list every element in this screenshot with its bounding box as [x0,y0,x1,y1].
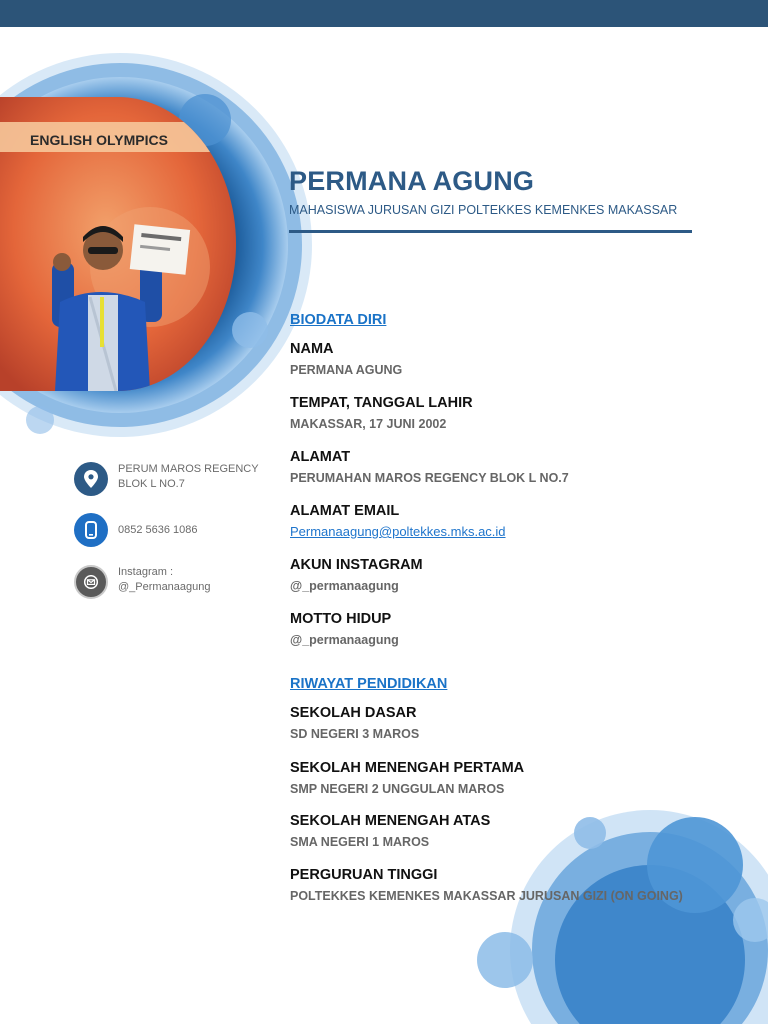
profile-subtitle: MAHASISWA JURUSAN GIZI POLTEKKES KEMENKES MAKASSAR [289,203,678,217]
field-value-sd: SD NEGERI 3 MAROS [290,727,420,741]
field-value-nama: PERMANA AGUNG [290,363,403,377]
contact-instagram-text: Instagram : @_Permanaagung [118,566,211,593]
banner-text: ENGLISH OLYMPICS [30,132,168,148]
decorative-circles-bottom [460,800,768,1024]
contact-phone-text: 0852 5636 1086 [118,524,198,536]
field-label-sma: SEKOLAH MENENGAH ATAS [290,813,491,829]
field-label-pt: PERGURUAN TINGGI [290,867,438,883]
field-value-pt: POLTEKKES KEMENKES MAKASSAR JURUSAN GIZI (ON GOING) [290,889,683,903]
email-link[interactable]: Permanaagung@poltekkes.mks.ac.id [290,524,506,539]
field-label-email: ALAMAT EMAIL [290,503,400,519]
education-heading: RIWAYAT PENDIDIKAN [290,676,448,692]
field-label-ttl: TEMPAT, TANGGAL LAHIR [290,395,473,411]
email-icon [74,565,108,599]
field-value-smp: SMP NEGERI 2 UNGGULAN MAROS [290,782,505,796]
contact-address-text: PERUM MAROS REGENCY BLOK L NO.7 [118,463,259,490]
profile-photo [0,97,236,391]
field-value-motto: @_permanaagung [290,633,399,647]
phone-icon [74,513,108,547]
field-label-smp: SEKOLAH MENENGAH PERTAMA [290,760,525,776]
field-value-ttl: MAKASSAR, 17 JUNI 2002 [290,417,447,431]
field-label-nama: NAMA [290,341,334,357]
field-label-motto: MOTTO HIDUP [290,611,392,627]
location-pin-icon [74,462,108,496]
profile-name: PERMANA AGUNG [289,166,535,196]
field-label-sd: SEKOLAH DASAR [290,705,417,721]
field-value-instagram: @_permanaagung [290,579,399,593]
header-divider [289,230,692,233]
biodata-heading: BIODATA DIRI [290,312,387,328]
field-label-instagram: AKUN INSTAGRAM [290,557,423,573]
field-label-alamat: ALAMAT [290,449,351,465]
field-value-sma: SMA NEGERI 1 MAROS [290,835,430,849]
field-value-alamat: PERUMAHAN MAROS REGENCY BLOK L NO.7 [290,471,569,485]
